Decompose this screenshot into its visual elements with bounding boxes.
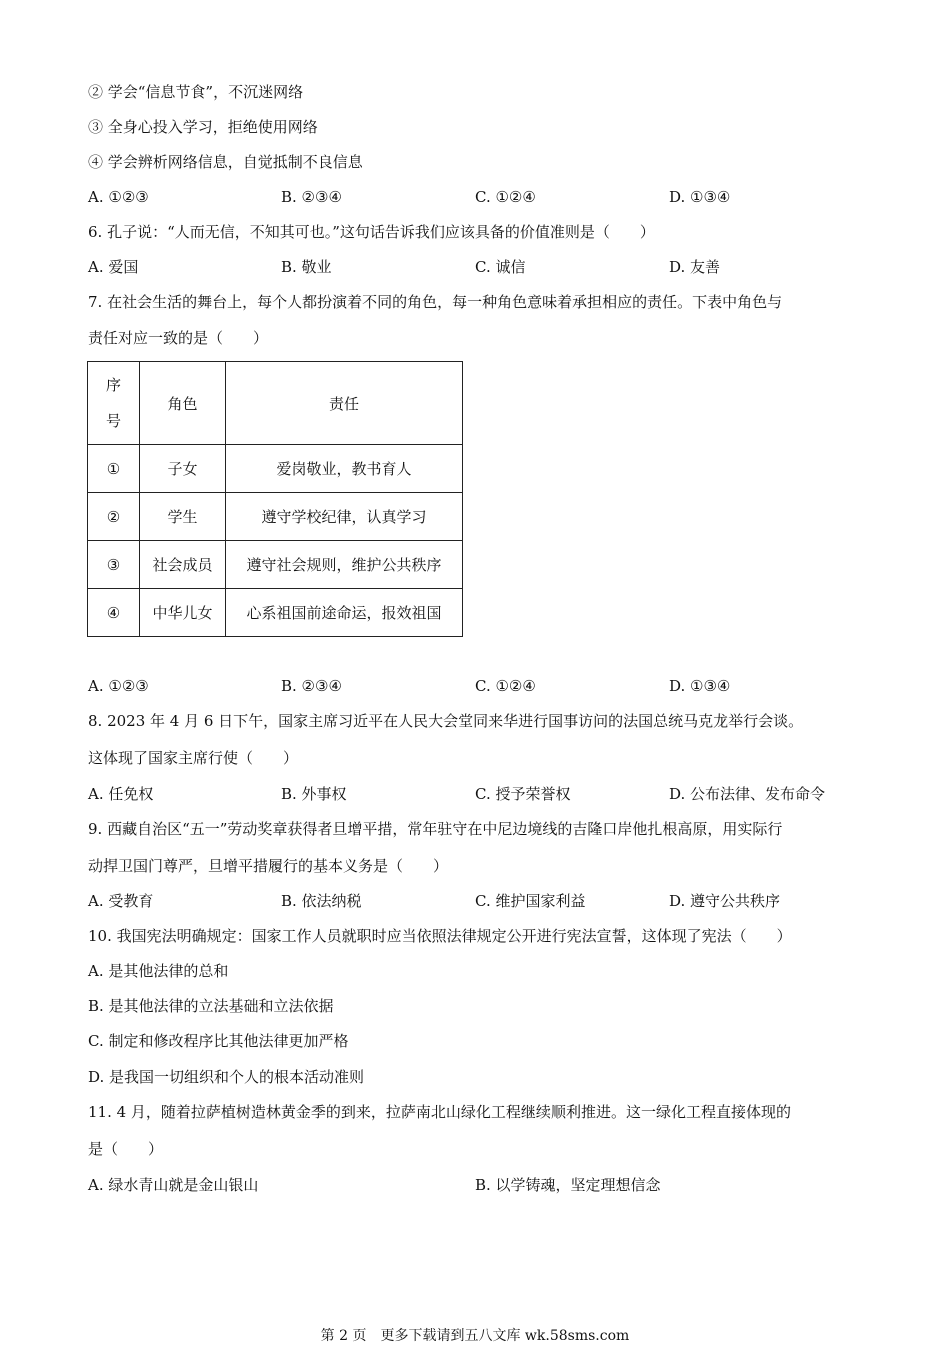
table-row: [88, 589, 463, 637]
header-number-part2: 号: [105, 412, 121, 430]
q5-item-4: ④ 学会辨析网络信息，自觉抵制不良信息: [88, 153, 363, 171]
row-duty: 爱岗敬业，教书育人: [226, 445, 463, 493]
row-role: 中华儿女: [140, 589, 226, 637]
row-number: ①: [88, 445, 140, 493]
row-number: ④: [88, 589, 140, 637]
q7-option-c: C. ①②④: [475, 677, 536, 695]
row-number: ②: [88, 493, 140, 541]
q5-option-d: D. ①③④: [669, 188, 731, 206]
q9-stem-line1: 9. 西藏自治区“五一”劳动奖章获得者旦增平措，常年驻守在中尼边境线的吉隆口岸他扎根高原，用实际行: [88, 820, 783, 838]
table-header-row: [88, 362, 463, 445]
row-duty: 遵守学校纪律，认真学习: [226, 493, 463, 541]
q6-stem: 6. 孔子说：“人而无信，不知其可也。”这句话告诉我们应该具备的价值准则是（ ）: [88, 223, 655, 241]
row-role: 社会成员: [140, 541, 226, 589]
q9-option-b: B. 依法纳税: [281, 892, 362, 910]
page-footer: 第 2 页 更多下载请到五八文库 wk.58sms.com: [320, 1328, 630, 1344]
row-number: ③: [88, 541, 140, 589]
table-row: [88, 541, 463, 589]
q10-option-a: A. 是其他法律的总和: [88, 962, 229, 980]
q8-option-a: A. 任免权: [88, 785, 154, 803]
q5-item-2: ② 学会“信息节食”，不沉迷网络: [88, 83, 304, 101]
q9-stem-line2: 动捍卫国门尊严，旦增平措履行的基本义务是（ ）: [88, 857, 449, 875]
header-number-part1: 序: [105, 376, 121, 394]
q5-item-3: ③ 全身心投入学习，拒绝使用网络: [88, 118, 318, 136]
header-role: 角色: [140, 362, 226, 445]
q9-option-c: C. 维护国家利益: [475, 892, 586, 910]
role-duty-table: [87, 361, 463, 637]
q7-stem-line1: 7. 在社会生活的舞台上，每个人都扮演着不同的角色，每一种角色意味着承担相应的责任。下表中角色与: [88, 293, 783, 311]
q5-option-a: A. ①②③: [88, 188, 149, 206]
q11-stem-line1: 11. 4 月，随着拉萨植树造林黄金季的到来，拉萨南北山绿化工程继续顺利推进。这一绿化工程直接体现的: [88, 1103, 791, 1121]
q10-option-c: C. 制定和修改程序比其他法律更加严格: [88, 1032, 349, 1050]
row-role: 学生: [140, 493, 226, 541]
q11-option-a: A. 绿水青山就是金山银山: [88, 1176, 259, 1194]
q7-option-b: B. ②③④: [281, 677, 342, 695]
header-number: [88, 362, 140, 445]
q8-option-c: C. 授予荣誉权: [475, 785, 571, 803]
q8-stem-line2: 这体现了国家主席行使（ ）: [88, 749, 299, 767]
table-row: [88, 445, 463, 493]
q7-option-d: D. ①③④: [669, 677, 731, 695]
row-duty: 心系祖国前途命运，报效祖国: [226, 589, 463, 637]
q8-option-b: B. 外事权: [281, 785, 347, 803]
q5-option-c: C. ①②④: [475, 188, 536, 206]
q8-stem-line1: 8. 2023 年 4 月 6 日下午，国家主席习近平在人民大会堂同来华进行国事访问的法国总统马克龙举行会谈。: [88, 712, 804, 730]
q6-option-d: D. 友善: [669, 258, 721, 276]
q6-option-a: A. 爱国: [88, 258, 139, 276]
q7-option-a: A. ①②③: [88, 677, 149, 695]
q5-option-b: B. ②③④: [281, 188, 342, 206]
q8-option-d: D. 公布法律、发布命令: [669, 785, 826, 803]
q11-option-b: B. 以学铸魂，坚定理想信念: [475, 1176, 661, 1194]
q10-stem: 10. 我国宪法明确规定：国家工作人员就职时应当依照法律规定公开进行宪法宣誓，这体现了宪法（ ）: [88, 927, 792, 945]
q7-stem-line2: 责任对应一致的是（ ）: [88, 329, 269, 347]
q9-option-d: D. 遵守公共秩序: [669, 892, 781, 910]
q9-option-a: A. 受教育: [88, 892, 154, 910]
q6-option-b: B. 敬业: [281, 258, 332, 276]
q6-option-c: C. 诚信: [475, 258, 526, 276]
q10-option-b: B. 是其他法律的立法基础和立法依据: [88, 997, 334, 1015]
table-row: [88, 493, 463, 541]
header-duty: 责任: [226, 362, 463, 445]
q11-stem-line2: 是（ ）: [88, 1140, 164, 1158]
row-role: 子女: [140, 445, 226, 493]
q10-option-d: D. 是我国一切组织和个人的根本活动准则: [88, 1068, 365, 1086]
row-duty: 遵守社会规则，维护公共秩序: [226, 541, 463, 589]
